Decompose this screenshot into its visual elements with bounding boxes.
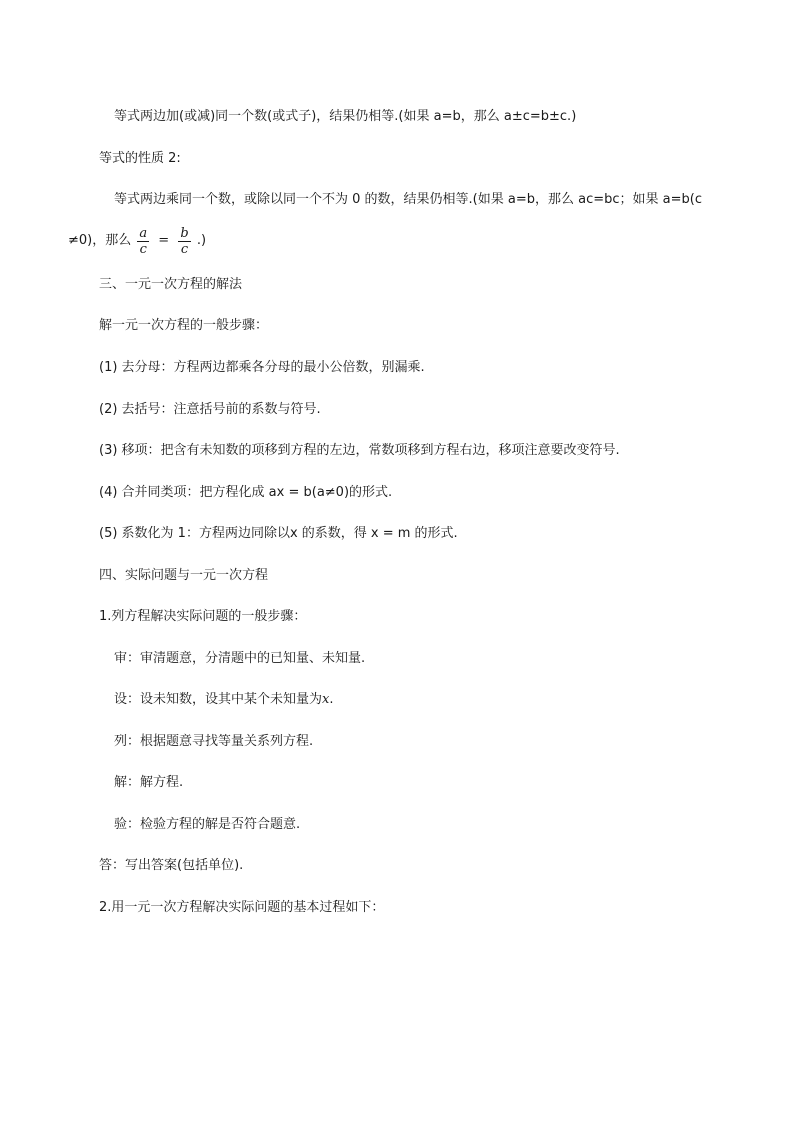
- fraction-numerator: a: [139, 225, 148, 241]
- fraction-denominator: c: [180, 241, 189, 257]
- continuation-prefix: ≠0)，那么: [68, 233, 132, 248]
- property-2-heading: 等式的性质 2:: [99, 151, 181, 166]
- step-set-text: 设：设未知数，设其中某个未知量为: [114, 692, 323, 707]
- rule-1-text: 等式两边加(或减)同一个数(或式子)，结果仍相等.(如果 a=b，那么 a±c=b±c.): [114, 109, 577, 124]
- continuation-suffix: .): [196, 233, 207, 248]
- property-2-text: 等式两边乘同一个数，或除以同一个不为 0 的数，结果仍相等.(如果 a=b，那么 ac=bc；如果 a=b(c: [114, 192, 702, 207]
- step-examine: 审：审清题意，分清题中的已知量、未知量.: [114, 651, 366, 666]
- section-4-heading: 四、实际问题与一元一次方程: [99, 568, 269, 583]
- fraction-denominator: c: [139, 241, 147, 257]
- subsection-1-heading: 1.列方程解决实际问题的一般步骤：: [99, 609, 307, 624]
- equals-sign: =: [158, 233, 170, 248]
- subsection-2-heading: 2.用一元一次方程解决实际问题的基本过程如下：: [99, 900, 385, 915]
- step-set: [114, 692, 334, 708]
- step-answer: 答：写出答案(包括单位).: [99, 858, 244, 873]
- step-formulate: 列：根据题意寻找等量关系列方程.: [114, 734, 314, 749]
- fraction-b-over-c: [178, 226, 190, 257]
- property-2-continuation: [68, 220, 206, 262]
- step-2: (2) 去括号：注意括号前的系数与符号.: [99, 402, 321, 417]
- fraction-numerator: b: [180, 225, 189, 241]
- step-set-period: .: [329, 692, 334, 707]
- step-3: (3) 移项：把含有未知数的项移到方程的左边，常数项移到方程右边，移项注意要改变符号.: [99, 443, 620, 458]
- step-verify: 验：检验方程的解是否符合题意.: [114, 817, 301, 832]
- fraction-a-over-c: [137, 226, 149, 257]
- step-1: (1) 去分母：方程两边都乘各分母的最小公倍数，别漏乘.: [99, 360, 425, 375]
- step-solve: 解：解方程.: [114, 775, 184, 790]
- steps-intro: 解一元一次方程的一般步骤：: [99, 318, 269, 333]
- step-5: (5) 系数化为 1：方程两边同除以x 的系数，得 x = m 的形式.: [99, 526, 458, 541]
- step-4: (4) 合并同类项：把方程化成 ax = b(a≠0)的形式.: [99, 485, 393, 500]
- variable-x: x: [322, 692, 330, 707]
- section-3-heading: 三、一元一次方程的解法: [99, 277, 243, 292]
